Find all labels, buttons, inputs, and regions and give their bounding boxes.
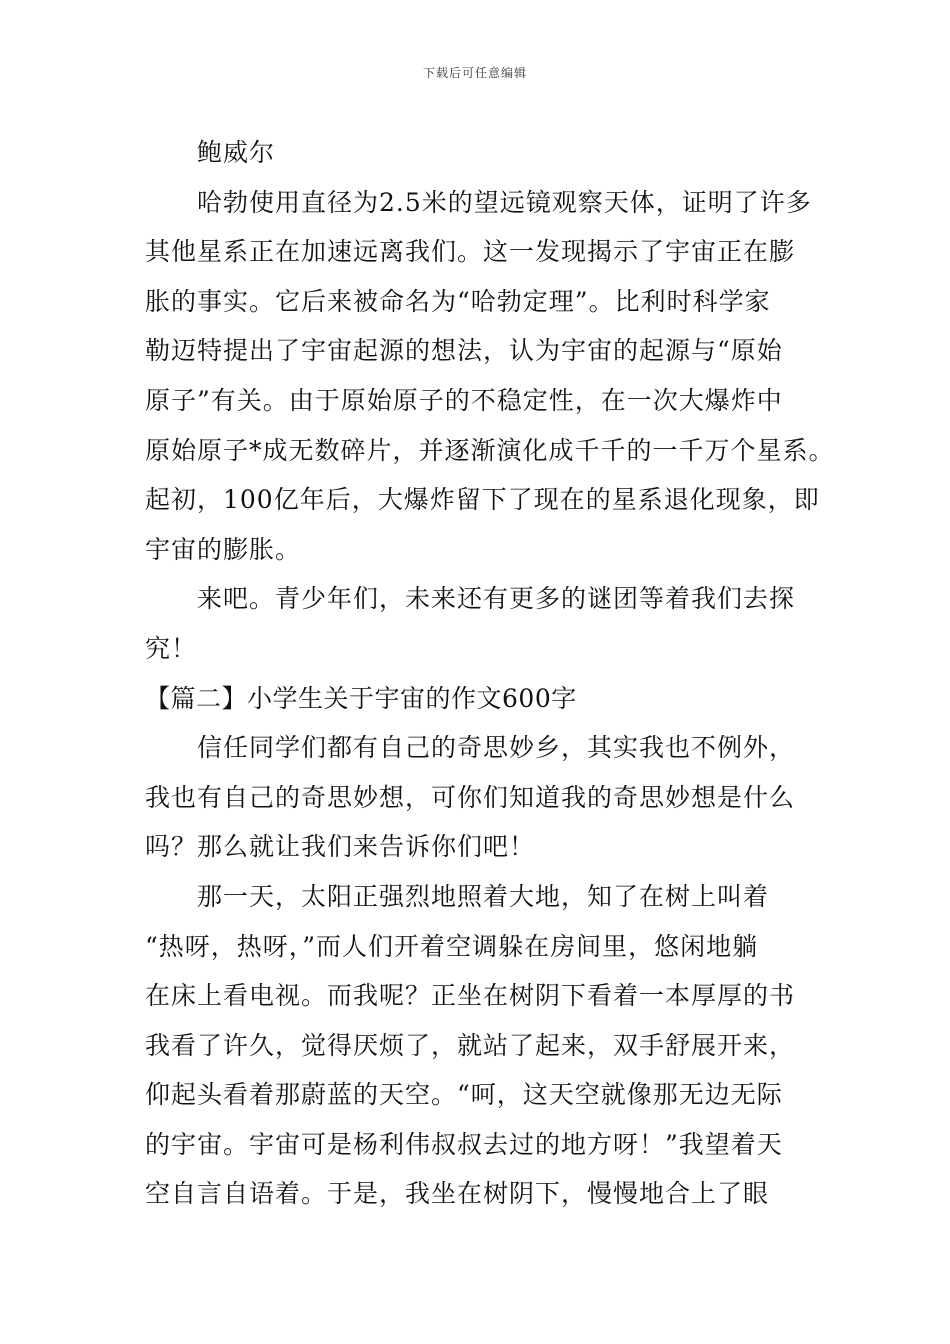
text-line: 原始原子*成无数碎片，并逐渐演化成千千的一千万个星系。 (145, 435, 835, 465)
text-line: 空自言自语着。于是，我坐在树阴下，慢慢地合上了眼 (145, 1179, 770, 1209)
text-line: 原子”有关。由于原始原子的不稳定性，在一次大爆炸中 (145, 385, 783, 415)
text-line: 信任同学们都有自己的奇思妙乡，其实我也不例外， (197, 733, 796, 763)
text-line: 宇宙的膨胀。 (145, 534, 302, 564)
document-body (145, 128, 835, 1219)
text-line: 我也有自己的奇思妙想，可你们知道我的奇思妙想是什么 (145, 782, 796, 812)
text-line: 在床上看电视。而我呢？正坐在树阴下看着一本厚厚的书 (145, 981, 796, 1011)
text-line: 其他星系正在加速远离我们。这一发现揭示了宇宙正在膨 (145, 237, 796, 267)
section-heading: 【篇二】小学生关于宇宙的作文600字 (145, 683, 577, 713)
text-line: 的宇宙。宇宙可是杨利伟叔叔去过的地方呀！”我望着天 (145, 1129, 783, 1159)
text-line: 胀的事实。它后来被命名为“哈勃定理”。比利时科学家 (145, 286, 771, 316)
text-line: 仰起头看着那蔚蓝的天空。“呵，这天空就像那无边无际 (145, 1080, 783, 1110)
text-line: 吗？那么就让我们来告诉你们吧！ (145, 832, 536, 862)
text-line: 我看了许久，觉得厌烦了，就站了起来，双手舒展开来， (145, 1030, 796, 1060)
text-line: “热呀，热呀，”而人们开着空调躲在房间里，悠闲地躺 (145, 931, 759, 961)
page-header: 下载后可任意编辑 (422, 66, 527, 80)
text-line: 来吧。青少年们，未来还有更多的谜团等着我们去探 (197, 584, 796, 614)
text-line: 那一天，太阳正强烈地照着大地，知了在树上叫着 (197, 881, 770, 911)
text-line: 鲍威尔 (197, 138, 276, 167)
text-line: 究！ (145, 633, 198, 663)
text-line: 起初，100亿年后，大爆炸留下了现在的星系退化现象，即 (145, 485, 820, 515)
text-line: 哈勃使用直径为2.5米的望远镜观察天体，证明了许多 (197, 187, 812, 217)
text-line: 勒迈特提出了宇宙起源的想法，认为宇宙的起源与“原始 (145, 336, 783, 366)
